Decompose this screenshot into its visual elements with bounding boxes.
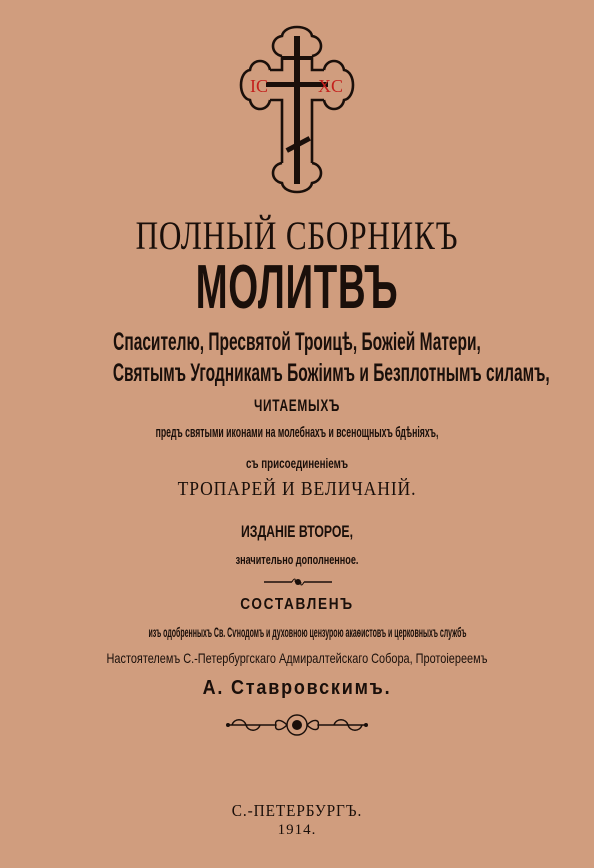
orthodox-cross-icon	[230, 18, 364, 198]
xc-monogram: XC	[318, 76, 344, 96]
author-position: Настоятелемъ С.-Петербургскаго Адмиралтейскаго Собора, Протоiереемъ	[106, 650, 488, 666]
subtitle-line-1: Спасителю, Пресвятой Троицѣ, Божiей Матери,	[113, 328, 481, 356]
edition-line-1: ИЗДАНIЕ ВТОРОЕ,	[240, 522, 353, 541]
subtitle-line-4: предъ святыми иконами на молебнахъ и всенощныхъ бдѣнiяхъ,	[155, 424, 439, 441]
subtitle-line-5: съ присоединенiемъ	[246, 455, 348, 471]
imprint-city: С.-ПЕТЕРБУРГЪ.	[231, 801, 363, 820]
ic-monogram: IC	[250, 76, 268, 96]
compiled-label: СОСТАВЛЕНЪ	[240, 596, 354, 613]
compiled-source: изъ одобренныхъ Св. Сѵнодомъ и духовною цензурою акаѳистовъ и церковныхъ службъ	[148, 624, 467, 640]
subtitle-line-3: ЧИТАЕМЫХЪ	[253, 396, 341, 415]
title-line-2: МОЛИТВЪ	[195, 253, 399, 322]
edition-line-2: значительно дополненное.	[235, 552, 359, 567]
large-ornament-divider	[224, 710, 370, 740]
subtitle-line-6: ТРОПАРЕЙ И ВЕЛИЧАНIЙ.	[177, 478, 417, 500]
subtitle-line-2: Святымъ Угодникамъ Божiимъ и Безплотнымъ силамъ,	[112, 359, 550, 387]
author-name: А. Ставровскимъ.	[202, 677, 392, 699]
title-line-1: ПОЛНЫЙ СБОРНИКЪ	[135, 213, 459, 258]
small-ornament-divider	[262, 575, 334, 589]
imprint-year: 1914.	[277, 822, 317, 838]
